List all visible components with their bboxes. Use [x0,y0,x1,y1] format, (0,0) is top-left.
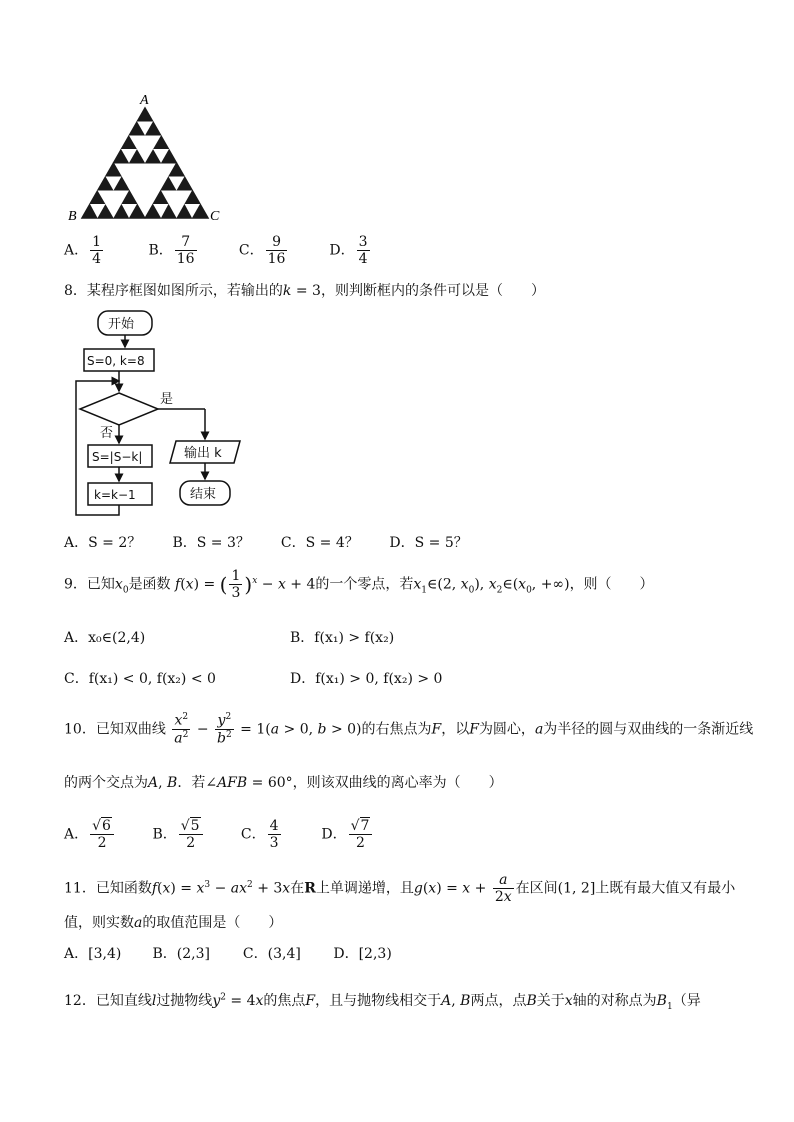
q9-option-c[interactable]: C．f(x₁) < 0, f(x₂) < 0 [64,671,216,687]
q8-option-d[interactable]: D．S = 5？ [389,535,468,551]
flow-output: 输出 k [184,446,222,461]
q9-stem: 9．已知$x_0$是函数 f(x) = ( $\frac{1}{3}$ )$^x$ − x + 4的一个零点，若$x_1\in(2$, $x_0$), $x_2\in(x_0$, +∞)，则（ ） [64,568,654,602]
vertex-a: A [140,93,149,108]
flowchart [70,305,250,520]
q10-option-b[interactable]: B． $\frac{√5}{2}$ [152,818,236,851]
q8-option-a[interactable]: A．S = 2？ [64,535,142,551]
q11-options [64,943,419,963]
q7-options [64,234,409,267]
q8-options [64,532,493,552]
q9-option-b[interactable]: B．f(x₁) > f(x₂) [290,630,395,646]
q10-option-d[interactable]: D． $\frac{√7}{2}$ [321,818,405,851]
flow-init: S=0, k=8 [87,354,145,368]
triangle-figure [60,90,230,225]
q11-stem-line1: 11．已知函数$f(x) = x^3 - ax^2 + 3x$在R上单调递增，且g(x) = x + $\frac{a}{2x}$ 在区间(1, 2]上既有最大值又有最小 [64,872,736,906]
flow-no: 否 [100,426,114,441]
q11-option-a[interactable]: A．[3,4) [64,946,122,962]
flow-assign1: S=|S−k| [92,450,143,464]
q8-option-c[interactable]: C．S = 4？ [280,535,359,551]
q12-stem: 12．已知直线l过抛物线$y^2 = 4x$的焦点F，且与抛物线相交于A, B两点，点B关于x轴的对称点为$B_1$（异 [64,992,701,1012]
q11-option-b[interactable]: B．(2,3] [152,946,210,962]
q8-option-b[interactable]: B．S = 3？ [172,535,250,551]
q10-stem-line1: 10．已知双曲线 $\frac{x^2}{a^2}$ − $\frac{y^2}{b^2}$ = 1(a > 0, b > 0)的右焦点为F，以F为圆心，a为半径的圆与双曲线的一条渐近线 [64,712,754,747]
q11-option-d[interactable]: D．[2,3) [333,946,392,962]
q7-option-d[interactable]: D． $\frac{3}{4}$ [329,234,368,268]
q9-option-a[interactable]: A．x₀∈(2,4) [64,630,146,646]
flow-end: 结束 [190,487,217,502]
vertex-c: C [210,209,220,224]
flow-yes: 是 [160,392,174,407]
flow-assign2: k=k−1 [94,488,136,502]
q10-option-c[interactable]: C． $\frac{4}{3}$ [240,818,279,852]
q10-options [64,818,405,851]
q7-option-c[interactable]: C． $\frac{9}{16}$ [238,234,286,268]
q10-stem-line2: 的两个交点为A, B．若∠AFB = 60°，则该双曲线的离心率为（ ） [64,775,503,791]
vertex-b: B [68,209,77,224]
flow-start: 开始 [108,317,135,332]
q7-option-a[interactable]: A． $\frac{1}{4}$ [64,234,102,268]
q11-stem-line2: 值，则实数a的取值范围是（ ） [64,915,283,931]
q7-option-b[interactable]: B． $\frac{7}{16}$ [148,234,195,268]
q10-option-a[interactable]: A． $\frac{√6}{2}$ [64,818,148,851]
q9-option-d[interactable]: D．f(x₁) > 0, f(x₂) > 0 [290,671,443,687]
q11-option-c[interactable]: C．(3,4] [242,946,301,962]
q8-stem: 8．某程序框图如图所示，若输出的k = 3，则判断框内的条件可以是（ ） [64,283,545,299]
